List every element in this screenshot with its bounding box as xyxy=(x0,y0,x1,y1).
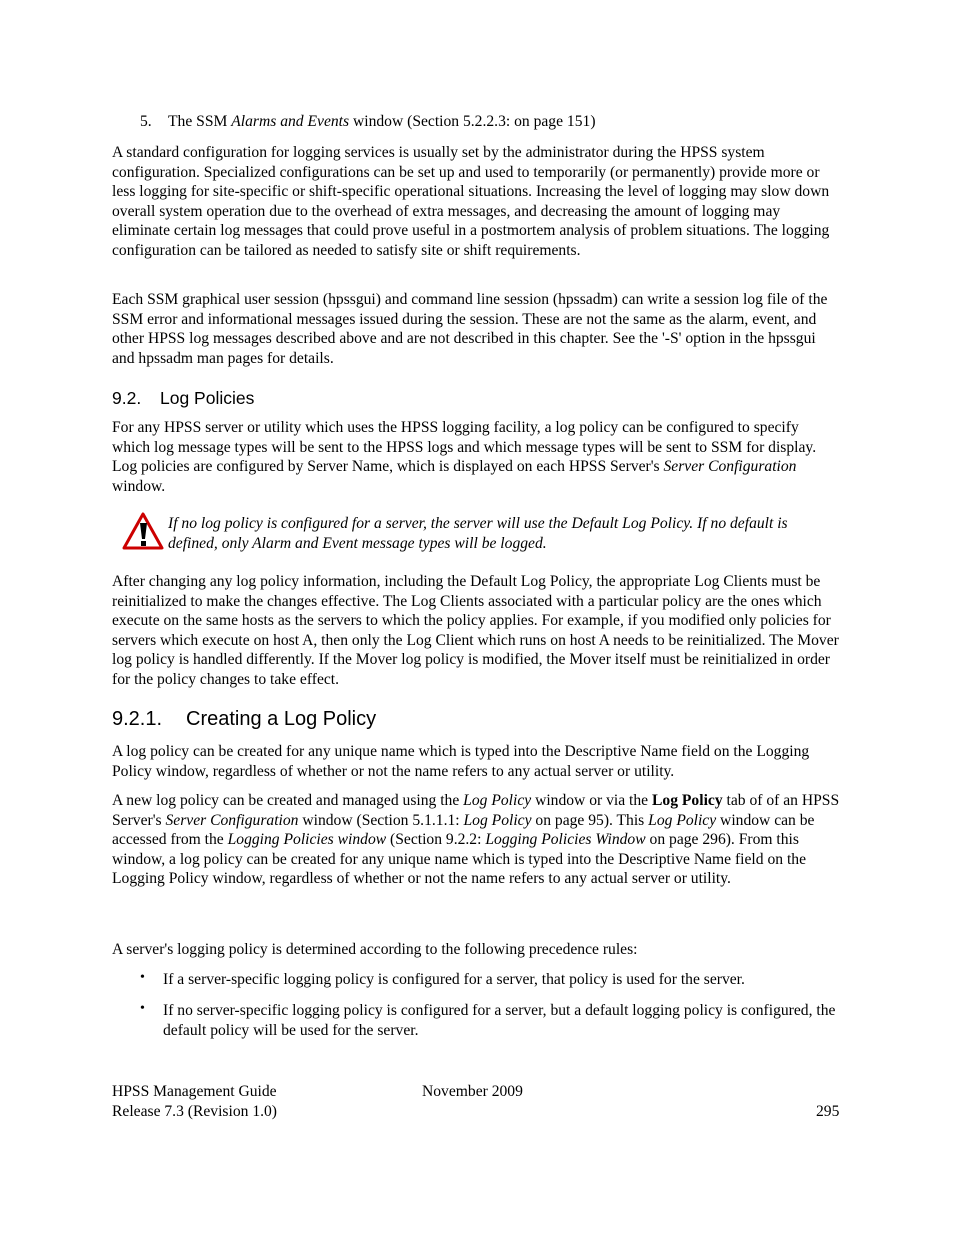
section-title: Log Policies xyxy=(160,388,255,408)
footer-release: Release 7.3 (Revision 1.0) xyxy=(112,1103,277,1120)
log-policies-text: For any HPSS server or utility which uses the HPSS logging facility, a log policy can be configured to specify which log message types will be sent to the HPSS logs and which message types will be sent to SSM for display. Log policies are configured by Server Name, which is displayed on each HPSS Server's xyxy=(112,419,817,476)
italic-run: Logging Policies Window xyxy=(485,831,646,849)
text-run: on page 95). This xyxy=(531,811,649,829)
text-run: window (Section 5.1.1.1: xyxy=(298,811,464,829)
text-run: window or via the xyxy=(531,792,653,809)
list-item-5 xyxy=(140,112,596,132)
section-heading-9-2-1 xyxy=(112,708,376,731)
warning-text: If no log policy is configured for a server, the server will use the Default Log Policy. If no default is defined, only Alarm and Event message types will be logged. xyxy=(168,515,788,552)
text-run: A new log policy can be created and managed using the xyxy=(112,792,464,809)
list-number: 5. xyxy=(140,113,152,130)
paragraph-logging-config: A standard configuration for logging services is usually set by the administrator during the HPSS system configuration. Specialized configurations can be set up and used to temporarily (or permanently) provide more or less logging for site-specific or shift-specific operational situations. Increasing the level of logging may slow down overall system operation due to the overhead of extra messages, and decreasing the amount of logging may eliminate certain log messages that could prove useful in a postmortem analysis of problem situations. The logging configuration can be tailored as needed to satisfy site or shift requirements. xyxy=(112,144,830,259)
bullet-text: If a server-specific logging policy is configured for a server, that policy is used for the server. xyxy=(163,971,745,988)
log-policies-italic: Server Configuration xyxy=(663,458,797,476)
section-number: 9.2. xyxy=(112,388,142,408)
paragraph-session-log: Each SSM graphical user session (hpssgui) and command line session (hpssadm) can write a session log file of the SSM error and informational messages issued during the session. These are not the same as the alarm, event, and other HPSS log messages described above and are not described in this chapter. See the '-S' option in the hpssgui and hpssadm man pages for details. xyxy=(112,291,828,367)
section-number: 9.2.1. xyxy=(112,708,163,730)
paragraph-create-policy: A log policy can be created for any unique name which is typed into the Descriptive Name field on the Logging Policy window, regardless of whether or not the name refers to any actual server or utility. xyxy=(112,743,810,780)
paragraph-reinitialize: After changing any log policy information, including the Default Log Policy, the appropriate Log Clients must be reinitialized to make the changes effective. The Log Clients associated with a particular policy are the ones which execute on the same hosts as the servers to which the policy applies. For example, if you modified only policies for servers which execute on host A, then only the Log Client which runs on host A needs to be reinitialized. The Mover log policy is handled differently. If the Mover log policy is modified, the Mover itself must be reinitialized in order for the policy changes to take effect. xyxy=(112,573,839,688)
bullet-glyph: • xyxy=(140,970,145,985)
bullet-glyph: • xyxy=(140,1001,145,1016)
italic-run: Logging Policies window xyxy=(227,831,387,849)
footer-date: November 2009 xyxy=(422,1083,523,1100)
text-run: (Section 9.2.2: xyxy=(386,831,486,849)
paragraph-log-policies xyxy=(112,418,840,496)
bold-run: Log Policy xyxy=(652,792,723,809)
bullet-text: If no server-specific logging policy is configured for a server, but a default logging policy is configured, the default policy will be used for the server. xyxy=(163,1002,836,1039)
warning-triangle-icon xyxy=(122,512,164,555)
list-text-post: window (Section 5.2.2.3: on page 151) xyxy=(349,113,596,130)
text-run: tab of of an HPSS Server's xyxy=(112,792,840,829)
italic-run: Log Policy xyxy=(463,792,532,809)
italic-run: Log Policy xyxy=(463,811,532,829)
list-text-italic: Alarms and Events xyxy=(231,113,350,130)
paragraph-manage-policy xyxy=(112,791,840,889)
italic-run: Log Policy xyxy=(648,811,717,829)
section-title: Creating a Log Policy xyxy=(186,708,377,730)
text-run: window can be accessed from the xyxy=(112,811,815,849)
footer-page-number: 295 xyxy=(816,1103,840,1120)
footer-guide-title: HPSS Management Guide xyxy=(112,1083,277,1100)
italic-run: Server Configuration xyxy=(165,811,299,829)
section-heading-9-2 xyxy=(112,388,254,409)
log-policies-post: window. xyxy=(112,477,166,495)
list-text-pre: The SSM xyxy=(168,113,232,130)
paragraph-precedence: A server's logging policy is determined according to the following precedence rules: xyxy=(112,941,638,958)
text-run: on page 296). From this window, a log policy can be created for any unique name which is typed into the Descriptive Name field on the Logging Policy window, regardless of whether or not the name refers to any actual server or utility. xyxy=(112,831,806,888)
